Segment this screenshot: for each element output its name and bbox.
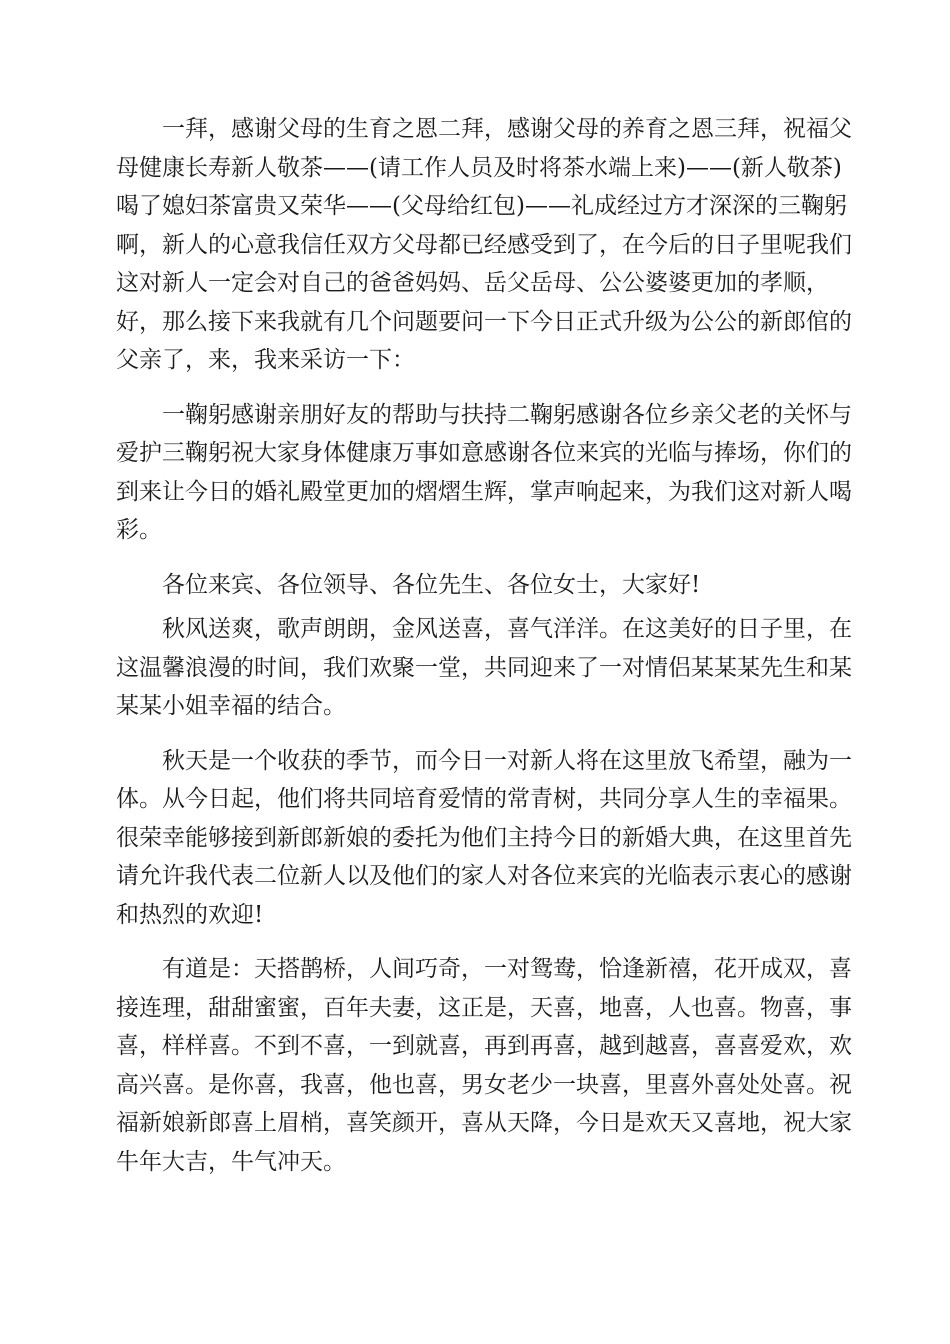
text-line: 体。从今日起，他们将共同培育爱情的常青树，共同分享人生的幸福果。 bbox=[116, 786, 852, 812]
text-line: 福新娘新郎喜上眉梢，喜笑颜开，喜从天降，今日是欢天又喜地，祝大家 bbox=[116, 1110, 852, 1136]
text-line: 牛年大吉，牛气冲天。 bbox=[116, 1148, 346, 1175]
paragraph-blessings bbox=[116, 950, 852, 1181]
text-line: 啊，新人的心意我信任双方父母都已经感受到了，在今后的日子里呢我们 bbox=[116, 231, 852, 258]
text-line: 爱护三鞠躬祝大家身体健康万事如意感谢各位来宾的光临与捧场，你们的 bbox=[116, 440, 852, 466]
text-line: 彩。 bbox=[116, 517, 162, 543]
paragraph-bowing-to-parents bbox=[116, 110, 852, 380]
text-line: 秋天是一个收获的季节，而今日一对新人将在这里放飞希望，融为一 bbox=[162, 747, 852, 774]
text-line: 各位来宾、各位领导、各位先生、各位女士，大家好! bbox=[162, 571, 701, 598]
text-line: 这对新人一定会对自己的爸爸妈妈、岳父岳母、公公婆婆更加的孝顺， bbox=[116, 270, 829, 296]
text-line: 到来让今日的婚礼殿堂更加的熠熠生辉，掌声响起来，为我们这对新人喝 bbox=[116, 478, 852, 505]
text-line: 高兴喜。是你喜，我喜，他也喜，男女老少一块喜，里喜外喜处处喜。祝 bbox=[116, 1071, 852, 1098]
text-line: 父亲了，来，我来采访一下： bbox=[116, 347, 415, 373]
text-line: 母健康长寿新人敬茶——(请工作人员及时将茶水端上来)——(新人敬茶) bbox=[116, 154, 842, 181]
text-line: 很荣幸能够接到新郎新娘的委托为他们主持今日的新婚大典，在这里首先 bbox=[116, 824, 852, 851]
text-line: 请允许我代表二位新人以及他们的家人对各位来宾的光临表示衷心的感谢 bbox=[116, 863, 852, 889]
text-line: 和热烈的欢迎! bbox=[116, 901, 264, 928]
paragraph-harvest-season bbox=[116, 742, 852, 935]
text-line: 有道是：天搭鹊桥，人间巧奇，一对鸳鸯，恰逢新禧，花开成双，喜 bbox=[162, 956, 852, 982]
paragraph-greeting bbox=[116, 566, 834, 605]
paragraph-autumn-breeze bbox=[116, 610, 852, 726]
paragraph-bowing-to-guests bbox=[116, 396, 852, 550]
text-line: 喝了媳妇茶富贵又荣华——(父母给红包)——礼成经过方才深深的三鞠躬 bbox=[116, 193, 847, 219]
text-line: 某某小姐幸福的结合。 bbox=[116, 693, 346, 719]
text-line: 接连理，甜甜蜜蜜，百年夫妻，这正是，天喜，地喜，人也喜。物喜，事 bbox=[116, 994, 852, 1021]
text-line: 秋风送爽，歌声朗朗，金风送喜，喜气洋洋。在这美好的日子里，在 bbox=[162, 616, 852, 642]
text-line: 一拜，感谢父母的生育之恩二拜，感谢父母的养育之恩三拜，祝福父 bbox=[162, 116, 852, 142]
text-line: 喜，样样喜。不到不喜，一到就喜，再到再喜，越到越喜，喜喜爱欢，欢 bbox=[116, 1033, 852, 1059]
text-line: 一鞠躬感谢亲朋好友的帮助与扶持二鞠躬感谢各位乡亲父老的关怀与 bbox=[162, 401, 852, 428]
document-body bbox=[116, 110, 852, 1197]
text-line: 这温馨浪漫的时间，我们欢聚一堂，共同迎来了一对情侣某某某先生和某 bbox=[116, 654, 852, 681]
text-line: 好，那么接下来我就有几个问题要问一下今日正式升级为公公的新郎倌的 bbox=[116, 308, 852, 335]
